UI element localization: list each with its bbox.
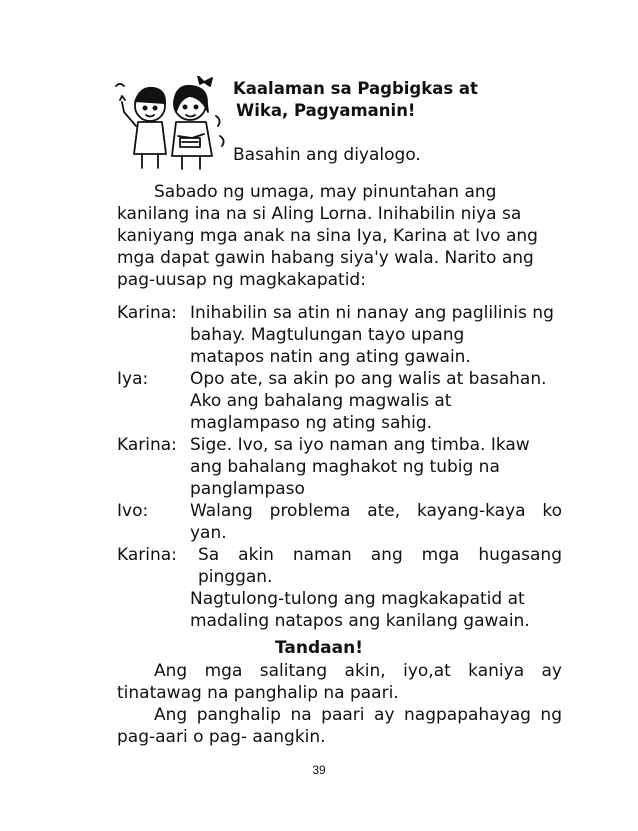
dialogue-line: Inihabilin sa atin ni nanay ang paglilinis ng <box>190 303 554 323</box>
intro-line: Sabado ng umaga, may pinuntahan ang <box>154 182 497 202</box>
intro-paragraph <box>117 181 547 291</box>
instruction-text: Basahin ang diyalogo. <box>233 145 421 165</box>
narration-line: Nagtulong-tulong ang magkakapatid at <box>190 589 525 609</box>
narration <box>117 588 562 632</box>
dialogue-line: bahay. Magtulungan tayo upang <box>190 325 465 345</box>
tandaan-paragraph <box>117 660 562 748</box>
narration-line: madaling natapos ang kanilang gawain. <box>190 611 530 631</box>
dialogue-entry <box>117 302 562 368</box>
dialogue-line: Opo ate, sa akin po ang walis at basahan. <box>190 369 547 389</box>
children-illustration <box>112 76 230 172</box>
speaker-name: Karina: <box>117 303 177 323</box>
tandaan-line: pag-aari o pag- aangkin. <box>117 727 326 747</box>
intro-line: pag-uusap ng magkakapatid: <box>117 270 366 290</box>
tandaan-line: Ang mga salitang akin, iyo,at kaniya ay <box>154 661 562 681</box>
speaker-name: Iya: <box>117 369 149 389</box>
section-title-line2: Wika, Pagyamanin! <box>236 101 416 120</box>
dialogue-entry <box>117 500 562 544</box>
dialogue-line: Ako ang bahalang magwalis at <box>190 391 452 411</box>
tandaan-line: Ang panghalip na paari ay nagpapahayag ng <box>154 705 562 725</box>
intro-line: kaniyang mga anak na sina Iya, Karina at Ivo ang <box>117 226 538 246</box>
intro-line: mga dapat gawin habang siya'y wala. Narito ang <box>117 248 534 268</box>
dialogue-entry <box>117 434 562 500</box>
dialogue-line: Sige. Ivo, sa iyo naman ang timba. Ikaw <box>190 435 530 455</box>
dialogue <box>117 302 562 632</box>
dialogue-line: Walang problema ate, kayang-kaya ko <box>190 501 562 521</box>
tandaan-line: tinatawag na panghalip na paari. <box>117 683 399 703</box>
tandaan-heading: Tandaan! <box>275 638 363 658</box>
intro-line: kanilang ina na si Aling Lorna. Inihabilin niya sa <box>117 204 522 224</box>
speaker-name: Karina: <box>117 435 177 455</box>
dialogue-entry <box>117 544 562 588</box>
page-number: 39 <box>312 763 326 777</box>
section-title-line1: Kaalaman sa Pagbigkas at <box>233 79 478 98</box>
dialogue-line: panglampaso <box>190 479 305 499</box>
dialogue-line: ang bahalang maghakot ng tubig na <box>190 457 500 477</box>
dialogue-line: yan. <box>190 523 227 543</box>
speaker-name: Karina: <box>117 545 177 565</box>
speaker-name: Ivo: <box>117 501 149 521</box>
dialogue-line: maglampaso ng ating sahig. <box>190 413 433 433</box>
dialogue-line: matapos natin ang ating gawain. <box>190 347 471 367</box>
dialogue-line: Sa akin naman ang mga hugasang <box>198 545 562 565</box>
dialogue-line: pinggan. <box>198 567 273 587</box>
dialogue-entry <box>117 368 562 434</box>
